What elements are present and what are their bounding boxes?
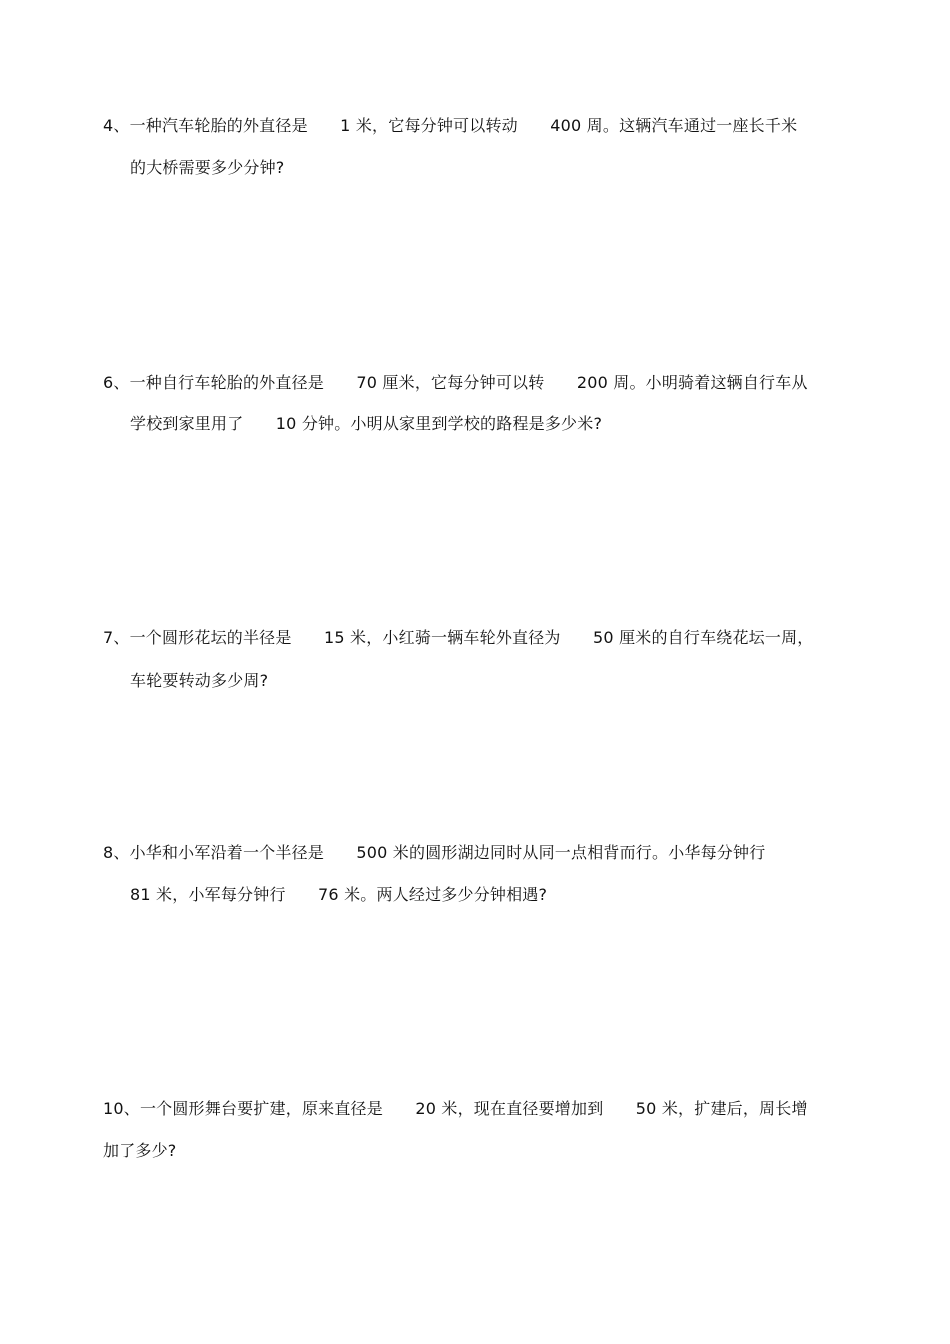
question-6-line-1: 6、一种自行车轮胎的外直径是 70 厘米，它每分钟可以转 200 周。小明骑着这辆自行车从 [103, 373, 808, 392]
question-4-line-2: 的大桥需要多少分钟? [130, 158, 285, 177]
question-10-line-1: 10、一个圆形舞台要扩建，原来直径是 20 米，现在直径要增加到 50 米，扩建后，周长增 [103, 1099, 808, 1118]
question-7-line-2: 车轮要转动多少周? [130, 671, 269, 690]
question-8-line-2: 81 米，小军每分钟行 76 米。两人经过多少分钟相遇? [130, 885, 548, 904]
question-10-line-2: 加了多少? [103, 1141, 177, 1160]
question-4-line-1: 4、一种汽车轮胎的外直径是 1 米，它每分钟可以转动 400 周。这辆汽车通过一座长千米 [103, 116, 798, 135]
question-7-line-1: 7、一个圆形花坛的半径是 15 米，小红骑一辆车轮外直径为 50 厘米的自行车绕花坛一周， [103, 628, 814, 647]
question-8-line-1: 8、小华和小军沿着一个半径是 500 米的圆形湖边同时从同一点相背而行。小华每分钟行 [103, 843, 766, 862]
question-6-line-2: 学校到家里用了 10 分钟。小明从家里到学校的路程是多少米? [130, 414, 603, 433]
